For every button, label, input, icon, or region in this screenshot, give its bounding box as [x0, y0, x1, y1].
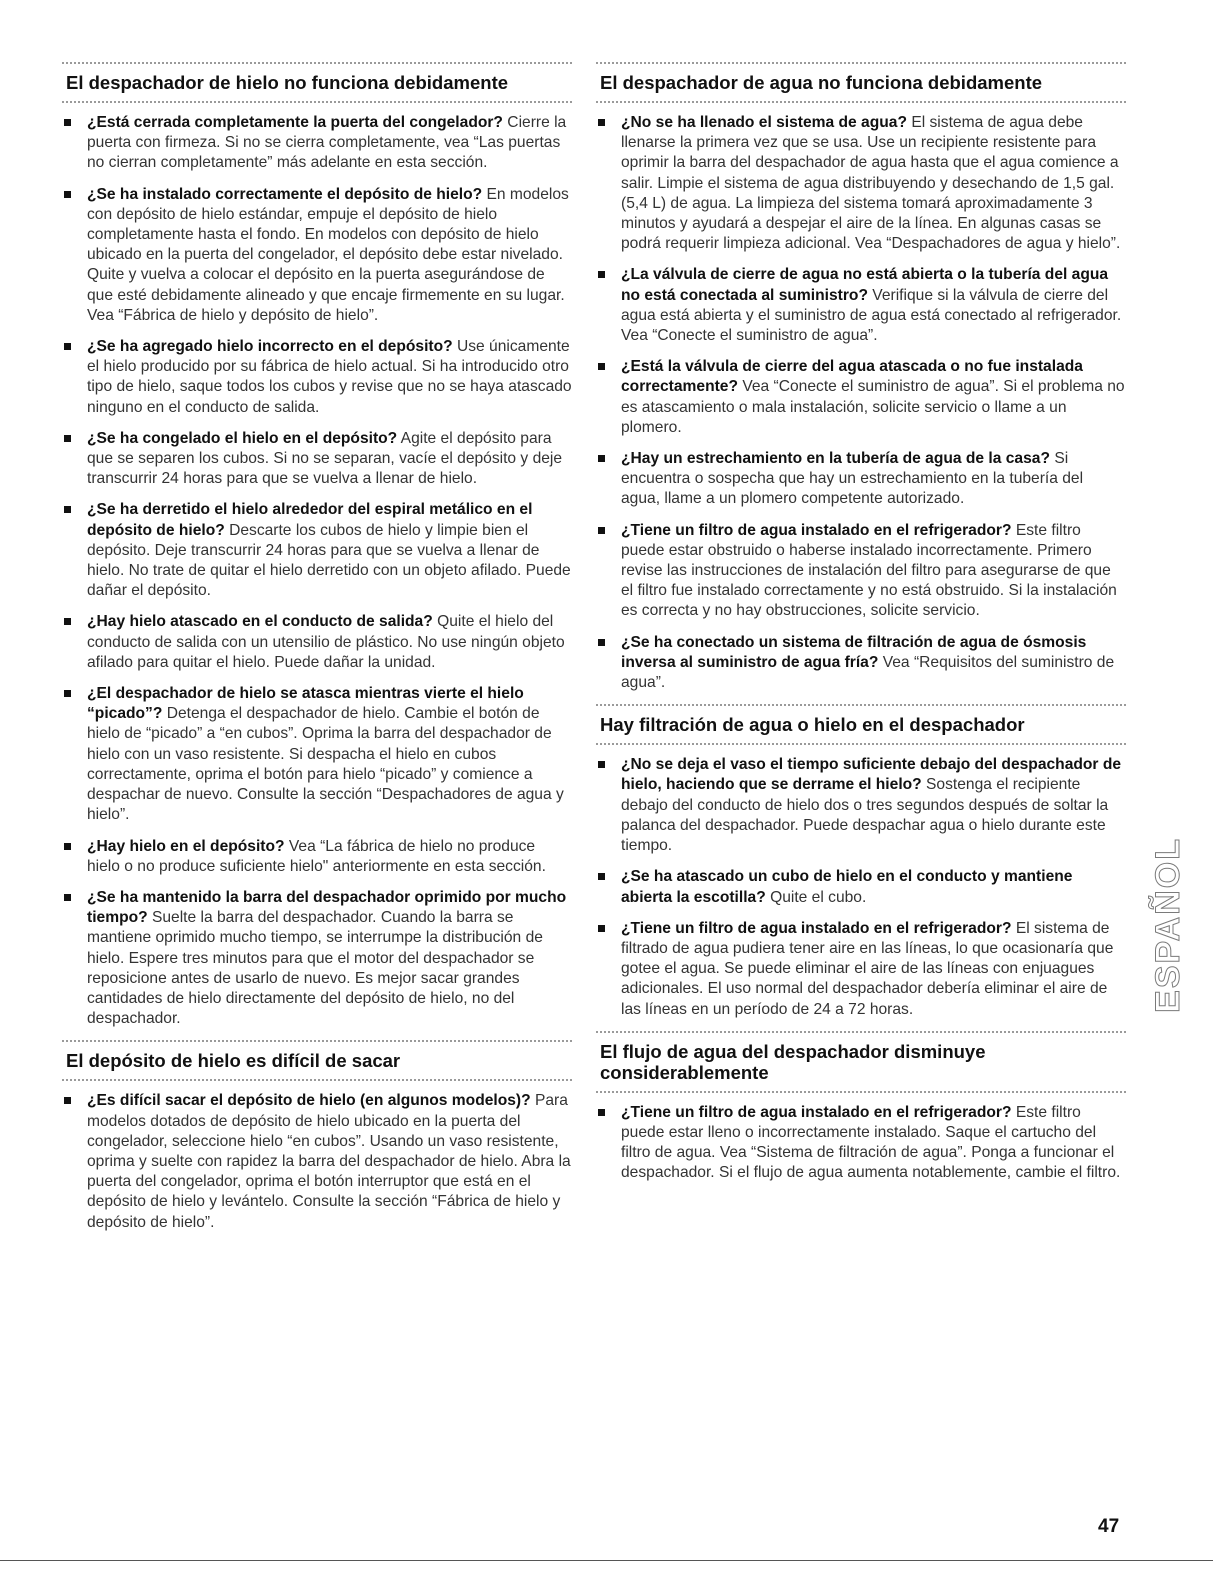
question: ¿Está la válvula de cierre del agua atascada o no fue instalada correctamente? [621, 358, 1083, 396]
bullet-icon [64, 119, 71, 126]
page-number: 47 [1098, 1516, 1120, 1537]
bullet-icon [598, 119, 605, 126]
question: ¿Tiene un filtro de agua instalado en el refrigerador? [621, 1103, 1012, 1121]
question: ¿Se ha mantenido la barra del despachador oprimido por mucho tiempo? [87, 888, 567, 927]
list-item [596, 357, 1126, 438]
answer: Vea “Conecte el suministro de agua”. Si el problema no es atascamiento o mala instalación, solicite servicio o llame a un plomero. [621, 378, 1125, 436]
bullet-icon [598, 925, 605, 932]
list-item [596, 755, 1126, 856]
list-item [62, 888, 572, 1029]
section-title: El despachador de hielo no funciona debidamente [66, 72, 509, 93]
list-item [596, 1103, 1126, 1184]
section-dispenser-leak [596, 704, 1126, 1019]
answer: El sistema de agua debe llenarse la primera vez que se usa. Use un recipiente resistente para oprimir la barra del despachador de agua hasta que el agua comience a salir. Limpie el sistema de agua distribuyendo y desechando de 1,5 gal. (5,4 L) de agua. La limpieza del sistema tomará aproximadamente 3 minutos y ayudará a despejar el aire de la línea. En algunas casas se podrá requerir limpieza adicional. Vea “Despachadores de agua y hielo”. [621, 114, 1121, 253]
question: ¿No se deja el vaso el tiempo suficiente debajo del despachador de hielo, haciendo que se derrame el hielo? [621, 756, 1122, 794]
question: ¿No se ha llenado el sistema de agua? [621, 114, 907, 131]
answer: Agite el depósito para que se separen los cubos. Si no se separan, vacíe el depósito y deje transcurrir 24 horas para que se vuelva a llenar de hielo. [87, 429, 563, 488]
bullet-icon [598, 761, 605, 768]
bullet-icon [598, 873, 605, 880]
list-item [596, 265, 1126, 346]
answer: Cierre la puerta con firmeza. Si no se cierra completamente, vea “Las puertas no cierran completamente” más adelante en esta sección. [87, 114, 567, 172]
list-item [62, 185, 572, 326]
question: ¿Se ha conectado un sistema de filtración de agua de ósmosis inversa al suministro de agua fría? [621, 633, 1087, 671]
question: ¿Tiene un filtro de agua instalado en el refrigerador? [621, 919, 1012, 937]
question: ¿Hay un estrechamiento en la tubería de agua de la casa? [621, 450, 1050, 468]
bullet-icon [64, 1097, 71, 1104]
list-item [62, 113, 572, 174]
section-title: Hay filtración de agua o hielo en el despachador [600, 714, 1025, 736]
section-title: El despachador de agua no funciona debidamente [600, 72, 1043, 93]
bullet-icon [64, 435, 71, 442]
question: ¿La válvula de cierre de agua no está abierta o la tubería del agua no está conectada al suministro? [621, 266, 1109, 304]
section-ice-dispenser [62, 62, 572, 1029]
question: ¿Es difícil sacar el depósito de hielo (en algunos modelos)? [87, 1092, 531, 1110]
answer: Si encuentra o sospecha que hay un estrechamiento en la tubería del agua, llame a un plomero competente autorizado. [621, 450, 1084, 508]
answer: Para modelos dotados de depósito de hielo ubicado en la puerta del congelador, seleccione hielo “en cubos”. Usando un vaso resistente, oprima y suelte con rapidez la barra del despachador de hielo. Abra la puerta del congelador, oprima el botón interruptor que está en el depósito de hielo y levántelo. Consulte la sección “Fábrica de hielo y depósito de hielo”. [87, 1092, 571, 1231]
section-water-dispenser [596, 62, 1126, 693]
question: ¿Se ha derretido el hielo alrededor del espiral metálico en el depósito de hielo? [87, 501, 533, 539]
answer: Vea “Requisitos del suministro de agua”. [621, 653, 1115, 692]
bullet-icon [598, 527, 605, 534]
question: ¿El despachador de hielo se atasca mientras vierte el hielo “picado”? [87, 685, 524, 723]
bullet-icon [64, 618, 71, 625]
answer: Descarte los cubos de hielo y limpie bien el depósito. Deje transcurrir 24 horas para que se vuelva a llenar de hielo. No trate de quitar el hielo derretido con un objeto afilado. Puede dañar el depósito. [87, 521, 571, 600]
bottom-divider [0, 1560, 1213, 1561]
question: ¿Se ha agregado hielo incorrecto en el depósito? [87, 338, 453, 356]
answer: Quite el cubo. [765, 888, 867, 906]
question: ¿Tiene un filtro de agua instalado en el refrigerador? [621, 521, 1012, 539]
section-ice-bin [62, 1040, 572, 1232]
list-item [62, 612, 572, 673]
bullet-icon [64, 690, 71, 697]
answer: Este filtro puede estar lleno o incorrectamente instalado. Saque el cartucho del filtro de agua. Vea “Sistema de filtración de agua”. Ponga a funcionar el despachador. Si el flujo de agua aumenta notablemente, cambie el filtro. [621, 1103, 1121, 1182]
list-item [596, 867, 1126, 907]
bullet-icon [64, 843, 71, 850]
language-tab [1150, 790, 1186, 1060]
answer: Quite el hielo del conducto de salida con un utensilio de plástico. No use ningún objeto afilado para quitar el hielo. Puede dañar la unidad. [87, 613, 565, 671]
list-item [62, 1091, 572, 1232]
question: ¿Está cerrada completamente la puerta del congelador? [87, 114, 503, 131]
answer: Este filtro puede estar obstruido o haberse instalado incorrectamente. Primero revise las instrucciones de instalación del filtro para asegurarse de que el filtro fue instalado correctamente y no está obstruido. Si la instalación es correcta y no hay obstrucciones, solicite servicio. [621, 521, 1117, 620]
answer: Verifique si la válvula de cierre del agua está abierta y el suministro de agua está conectado al refrigerador. Vea “Conecte el suministro de agua”. [621, 286, 1122, 345]
bullet-icon [598, 271, 605, 278]
question: ¿Hay hielo atascado en el conducto de salida? [87, 613, 433, 631]
answer: Detenga el despachador de hielo. Cambie el botón de hielo de “picado” a “en cubos”. Oprima la barra del despachador de hielo con un vaso resistente. Si despacha el hielo en cubos correctamente, oprima el botón para hielo “picado” y comience a despachar de nuevo. Consulte la sección “Despachadores de agua y hielo”. [87, 705, 564, 824]
list-item [596, 113, 1126, 254]
question: ¿Se ha instalado correctamente el depósito de hielo? [87, 185, 483, 203]
question: ¿Se ha congelado el hielo en el depósito? [87, 429, 398, 447]
bullet-icon [64, 191, 71, 198]
bullet-icon [598, 639, 605, 646]
bullet-icon [64, 894, 71, 901]
left-column [62, 62, 572, 1244]
answer: Vea “La fábrica de hielo no produce hielo o no produce suficiente hielo" anteriormente en esta sección. [87, 837, 546, 875]
list-item [62, 429, 572, 490]
bullet-icon [598, 1109, 605, 1116]
answer: El sistema de filtrado de agua pudiera tener aire en las líneas, lo que ocasionaría que gotee el agua. Se puede eliminar el aire de las líneas con enjuagues adicionales. El uso normal del despachador debería eliminar el aire de las líneas en un período de 24 a 72 horas. [621, 919, 1114, 1018]
list-item [62, 837, 572, 877]
list-item [596, 633, 1126, 694]
bullet-icon [64, 343, 71, 350]
language-label: ESPAÑOL [1148, 837, 1187, 1013]
section-title: El depósito de hielo es difícil de sacar [66, 1050, 401, 1072]
bullet-icon [598, 455, 605, 462]
question: ¿Hay hielo en el depósito? [87, 837, 285, 855]
right-column [596, 62, 1126, 1195]
answer: Suelte la barra del despachador. Cuando la barra se mantiene oprimido mucho tiempo, se interrumpe la distribución de hielo. Espere tres minutos para que el motor del despachador se reposicione antes de usarlo de nuevo. Es mejor sacar grandes cantidades de hielo directamente del depósito de hielo, no del despachador. [87, 909, 543, 1028]
bullet-icon [598, 363, 605, 370]
section-title: El flujo de agua del despachador disminuye considerablemente [600, 1040, 986, 1083]
question: ¿Se ha atascado un cubo de hielo en el conducto y mantiene abierta la escotilla? [621, 868, 1073, 906]
list-item [596, 919, 1126, 1020]
list-item [596, 521, 1126, 622]
section-water-flow [596, 1031, 1126, 1184]
bullet-icon [64, 506, 71, 513]
list-item [62, 684, 572, 825]
list-item [62, 500, 572, 601]
answer: Sostenga el recipiente debajo del conducto de hielo dos o tres segundos después de soltar la palanca del despachador. Puede despachar agua o hielo durante este tiempo. [621, 776, 1109, 855]
list-item [62, 337, 572, 418]
list-item [596, 449, 1126, 510]
answer: En modelos con depósito de hielo estándar, empuje el depósito de hielo completamente hasta el fondo. En modelos con depósito de hielo ubicado en la puerta del congelador, el depósito debe estar nivelado. Quite y vuelva a colocar el depósito en la puerta asegurándose de que esté debidamente alineado y que encaje firmemente en su lugar. Vea “Fábrica de hielo y depósito de hielo”. [87, 185, 569, 324]
answer: Use únicamente el hielo producido por su fábrica de hielo actual. Si ha introducido otro tipo de hielo, saque todos los cubos y revise que no se haya atascado ninguno en el conducto de salida. [87, 338, 572, 416]
